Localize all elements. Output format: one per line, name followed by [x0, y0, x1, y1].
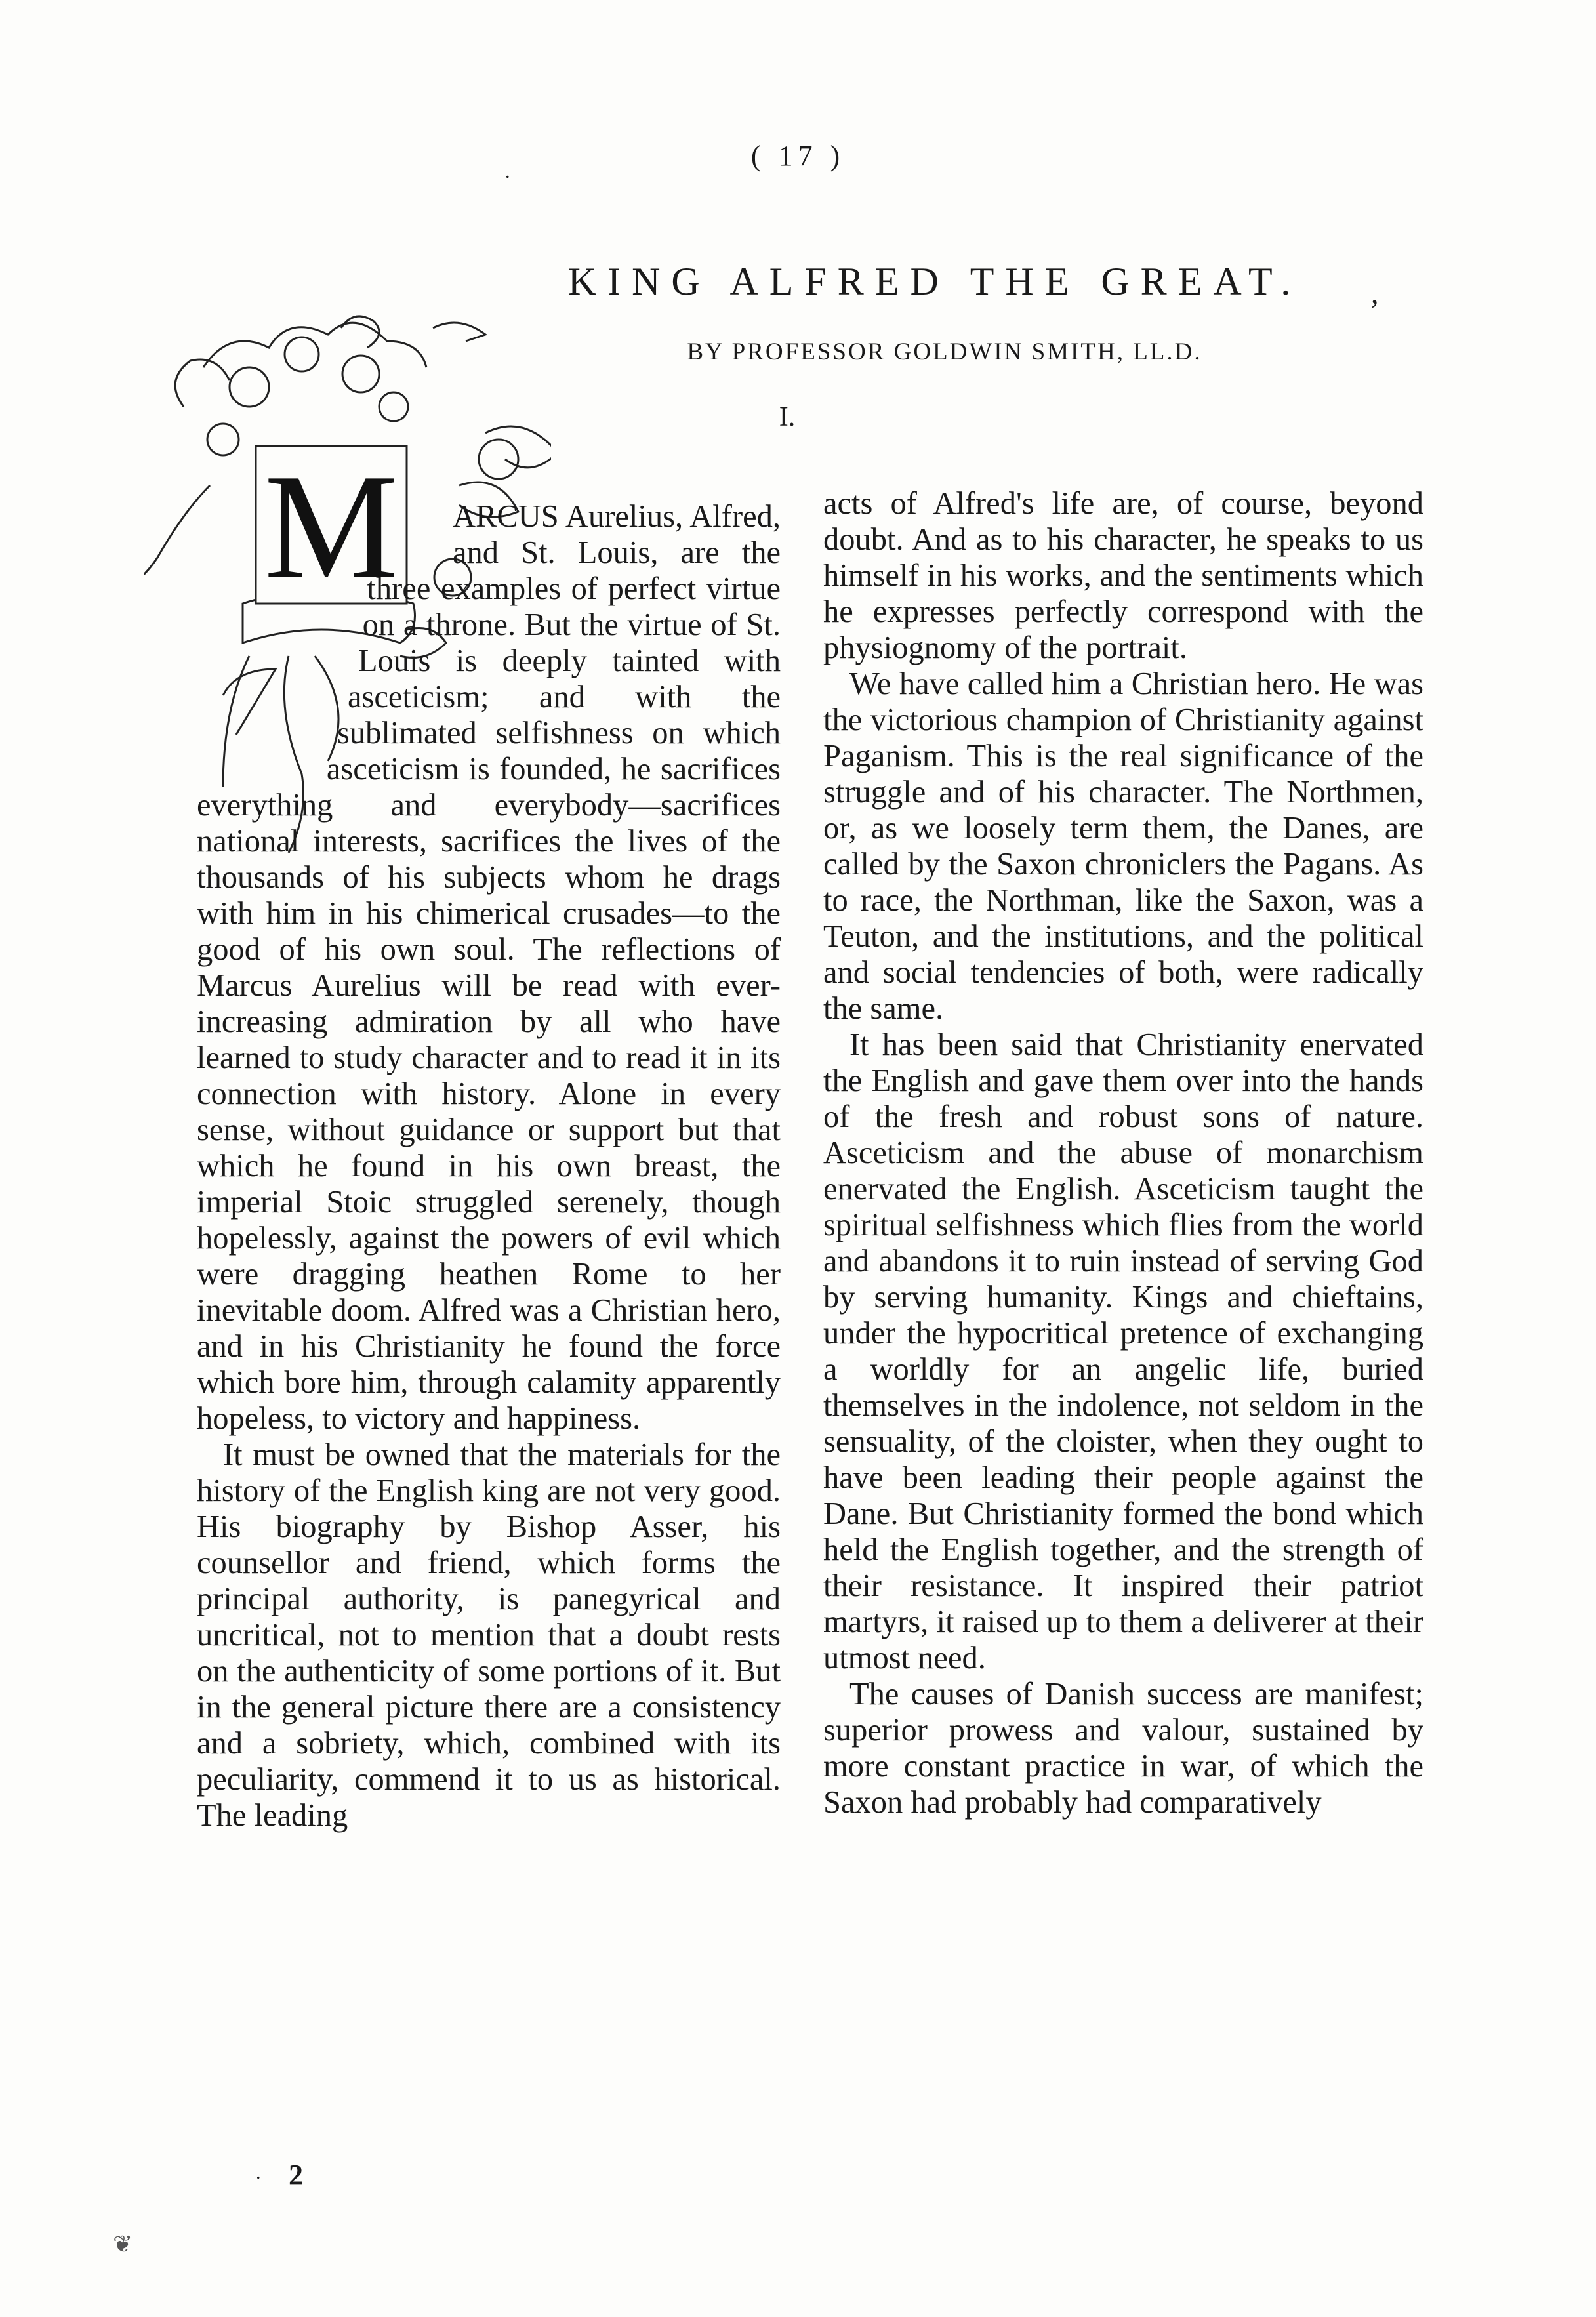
- article-title: KING ALFRED THE GREAT.: [567, 260, 1302, 303]
- stray-mark-decoration: ,: [1371, 276, 1379, 310]
- dot-decoration: .: [256, 2162, 261, 2183]
- paragraph: The causes of Danish success are manifest; superior prowess and valour, sustained by more constant practice in war, of which the Saxon had probably had comparatively: [823, 1677, 1423, 1820]
- left-column: [197, 499, 781, 1834]
- corner-ornament-icon: ❦: [113, 2231, 133, 2257]
- paragraph: It must be owned that the materials for the history of the English king are not very good. His biography by Bishop Asser, his counsellor and friend, which forms the principal authority, is panegyrical and uncritical, not to mention that a doubt rests on the authenticity of some portions of it. But in the general picture there are a consistency and a sobriety, which, combined with its peculiarity, commend it to us as historical. The leading: [197, 1437, 781, 1833]
- dot-decoration: .: [505, 161, 510, 182]
- paragraph: acts of Alfred's life are, of course, beyond doubt. And as to his character, he speaks to us himself in his works, and the sentiments which he expresses perfectly correspond with the physiognomy of the portrait.: [823, 486, 1423, 665]
- signature-mark: 2: [289, 2159, 303, 2191]
- right-column: [823, 485, 1423, 1820]
- paragraph: We have called him a Christian hero. He was the victorious champion of Christianity against Paganism. This is the real significance of the struggle and of his character. The Northmen, or, as we loosely term them, the Danes, are called by the Saxon chroniclers the Pagans. As to race, the Northman, like the Saxon, was a Teuton, and the institutions, and the political and social tendencies of both, were radically the same.: [823, 666, 1423, 1026]
- section-number: I.: [779, 402, 796, 432]
- paragraph: ARCUS Aurelius, Alfred, and St. Louis, are the three examples of perfect virtue on a throne. But the virtue of St. Louis is deeply tainted with asceticism; and with the sublimated selfishness on which asceticism is founded, he sacrifices everything and everybody—sacrifices national interests, sacrifices the lives of the thousands of his subjects whom he drags with him in his chimerical crusades—to the good of his own soul. The reflections of Marcus Aurelius will be read with ever-increasing admiration by all who have learned to study character and to read it in its connection with history. Alone in every sense, without guidance or support but that which he found in his own breast, the imperial Stoic struggled serenely, though hopelessly, against the powers of evil which were dragging heathen Rome to her inevitable doom. Alfred was a Christian hero, and in his Christianity he found the force which bore him, through calamity apparently hopeless, to victory and happiness.: [197, 499, 781, 1436]
- page-number: ( 17 ): [750, 140, 846, 172]
- article-byline: BY PROFESSOR GOLDWIN SMITH, LL.D.: [687, 338, 1202, 365]
- drop-cap-letter: M: [264, 443, 399, 610]
- paragraph: It has been said that Christianity enervated the English and gave them over into the hands of the fresh and robust sons of nature. Asceticism and the abuse of monarchism enervated the English. Asceticism taught the spiritual selfishness which flies from the world and abandons it to ruin instead of serving God by serving humanity. Kings and chieftains, under the hypocritical pretence of exchanging a worldly for an angelic life, buried themselves in the indolence, not seldom in the sensuality, of the cloister, when they ought to have been leading their people against the Dane. But Christianity formed the bond which held the English together, and the strength of their resistance. It inspired their patriot martyrs, it raised up to them a deliverer at their utmost need.: [823, 1027, 1423, 1675]
